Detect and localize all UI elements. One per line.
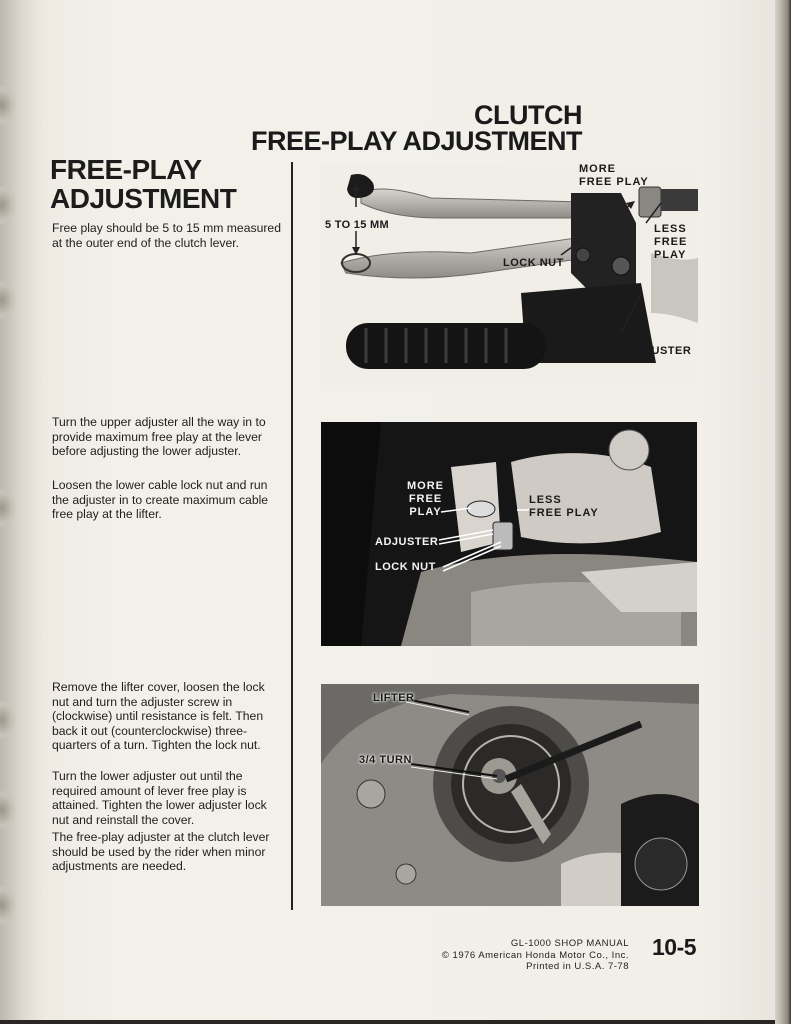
label-more-line2: FREE — [408, 493, 443, 505]
paragraph-free-play: Free play should be 5 to 15 mm measured at the outer end of the clutch lever. — [52, 221, 281, 250]
label-free-play-range: 5 TO 15 MM — [325, 219, 389, 231]
section-title-line1: FREE-PLAY — [50, 154, 202, 185]
clutch-lever-photo — [321, 163, 698, 385]
header-clutch: CLUTCH — [474, 100, 582, 130]
binder-hole — [0, 700, 16, 740]
label-adjuster: ADJUSTER — [628, 345, 692, 357]
paragraph-lower-adjuster: Turn the lower adjuster out until the required amount of lever free play is attained. Tighten the lower adjuster lock nut and reinstall the cover. — [52, 769, 267, 827]
header-free-play-adjustment: FREE-PLAY ADJUSTMENT — [250, 126, 582, 156]
column-divider — [291, 162, 293, 910]
label-more-line2: FREE PLAY — [579, 176, 649, 188]
label-more-free-play — [579, 163, 649, 189]
footer-credits — [442, 938, 629, 973]
binder-hole — [0, 85, 16, 125]
label-less-free-play — [529, 494, 599, 520]
paragraph-rider-adjuster: The free-play adjuster at the clutch lever should be used by the rider when minor adjustments are needed. — [52, 830, 270, 873]
label-three-quarter-turn: 3/4 TURN — [359, 754, 412, 766]
binder-hole — [0, 790, 16, 830]
section-title — [50, 155, 236, 213]
label-less-line3: PLAY — [654, 249, 687, 261]
lifter-photo — [321, 684, 699, 906]
paragraph-lower-lock-nut: Loosen the lower cable lock nut and run the adjuster in to create maximum cable free play at the lifter. — [52, 478, 269, 521]
lower-adjuster-photo — [321, 422, 697, 646]
label-lifter: LIFTER — [373, 692, 415, 704]
section-title-line2: ADJUSTMENT — [50, 183, 237, 214]
label-less-line1: LESS — [654, 223, 687, 235]
label-less-free-play — [654, 223, 687, 262]
label-less-line1: LESS — [529, 494, 562, 506]
label-more-line1: MORE — [579, 163, 616, 175]
binder-hole — [0, 280, 16, 320]
binder-hole — [0, 185, 16, 225]
footer-printed: Printed in U.S.A. 7-78 — [526, 961, 629, 972]
label-more-free-play — [407, 480, 444, 519]
paragraph-lifter-cover: Remove the lifter cover, loosen the lock nut and turn the adjuster screw in (clockwise) until resistance is felt. Then back it out (counterclockwise) three-quarters of a turn. Tighten the lock nut. — [52, 680, 265, 752]
footer-copyright: © 1976 American Honda Motor Co., Inc. — [441, 949, 629, 961]
footer-manual: GL-1000 SHOP MANUAL — [510, 938, 629, 949]
binder-hole — [0, 885, 16, 925]
label-lock-nut: LOCK NUT — [503, 257, 564, 269]
label-adjuster: ADJUSTER — [375, 536, 439, 548]
label-less-line2: FREE — [654, 236, 688, 248]
label-lock-nut: LOCK NUT — [375, 561, 436, 573]
page-edge — [775, 0, 791, 1024]
binder-hole — [0, 488, 16, 528]
paragraph-upper-adjuster: Turn the upper adjuster all the way in to provide maximum free play at the lever before adjusting the lower adjuster. — [52, 415, 266, 458]
label-more-line3: PLAY — [409, 506, 442, 518]
page-number: 10-5 — [652, 934, 697, 960]
label-less-line2: FREE PLAY — [529, 507, 599, 519]
label-more-line1: MORE — [407, 480, 444, 492]
